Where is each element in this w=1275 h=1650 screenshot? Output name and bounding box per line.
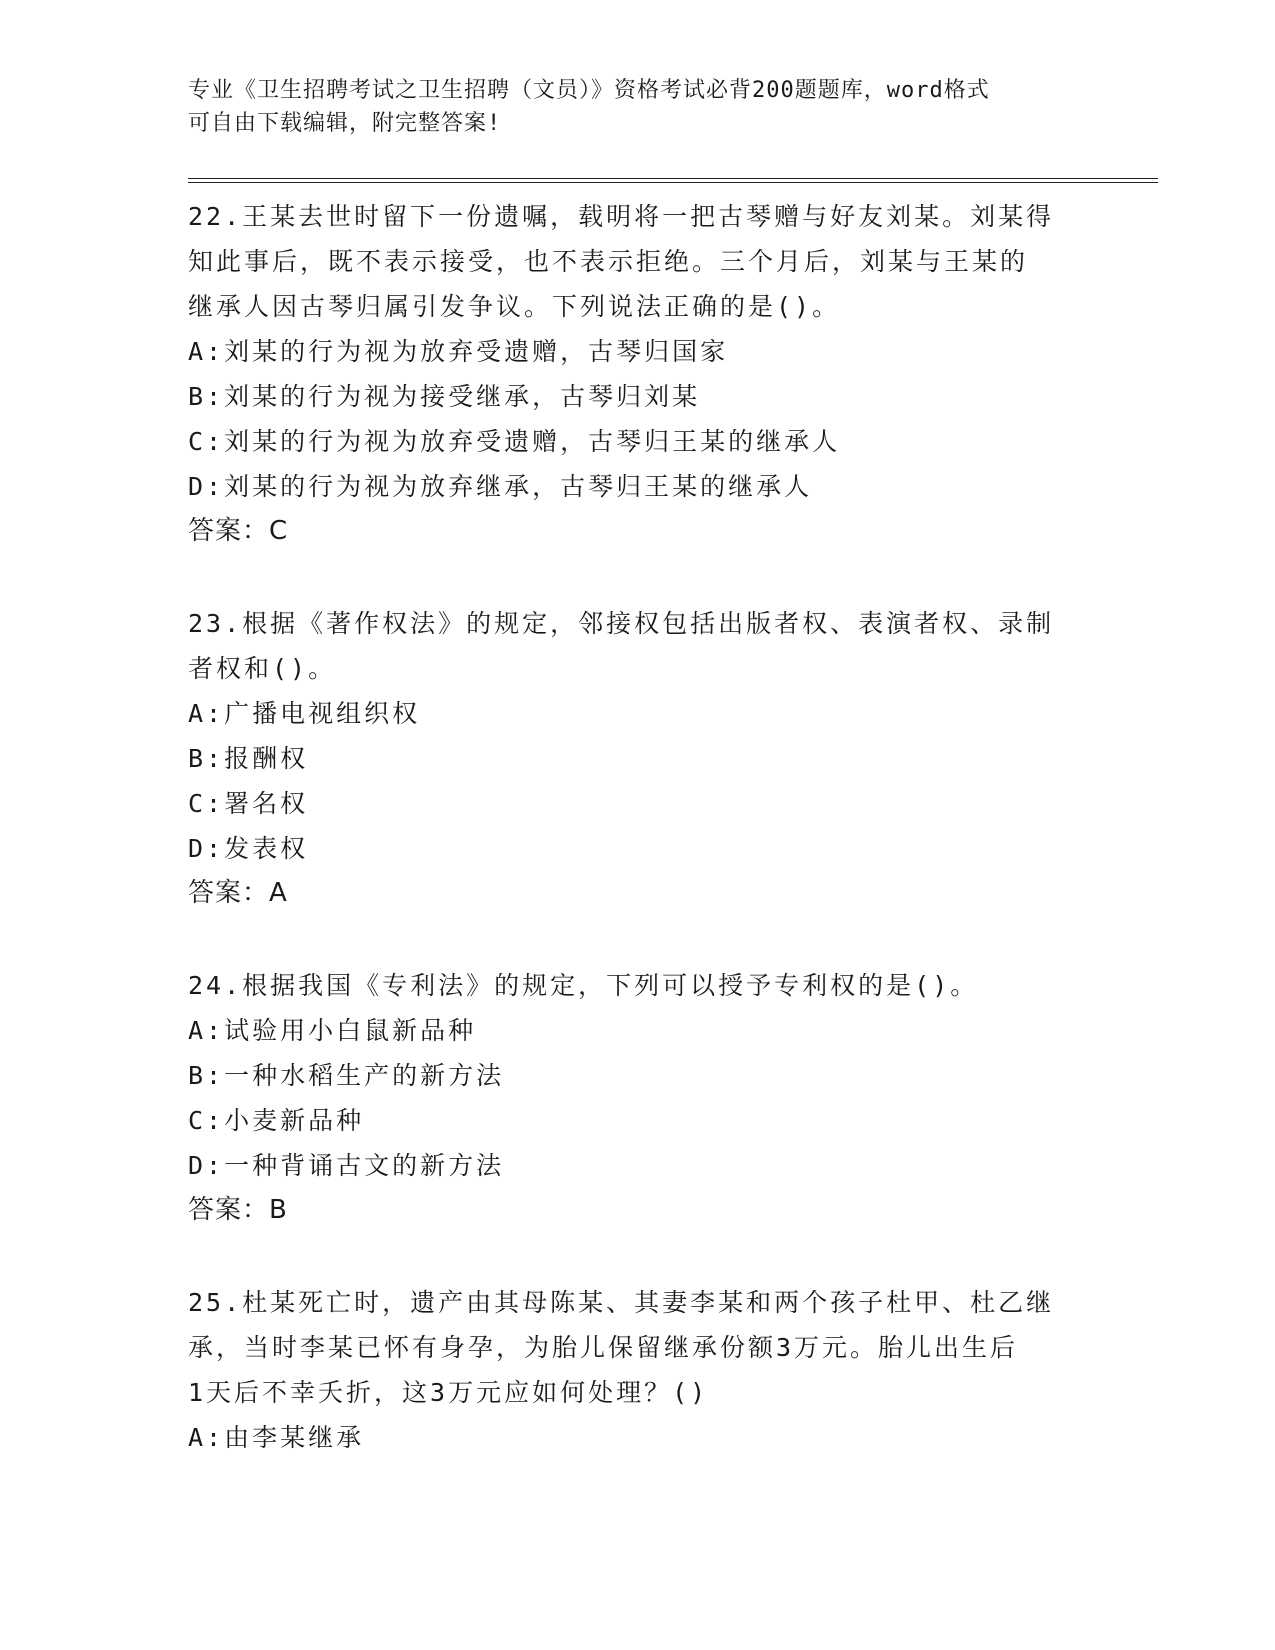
answer-line: 答案：A: [188, 878, 288, 908]
question-stem-line: 24.根据我国《专利法》的规定，下列可以授予专利权的是()。: [188, 971, 979, 1000]
option-b: B:报酬权: [188, 744, 309, 773]
option-a: A:刘某的行为视为放弃受遗赠，古琴归国家: [188, 337, 729, 366]
option-a: A:广播电视组织权: [188, 699, 421, 728]
question-stem-line: 23.根据《著作权法》的规定，邻接权包括出版者权、表演者权、录制: [188, 609, 1055, 638]
question-stem-line: 知此事后，既不表示接受，也不表示拒绝。三个月后，刘某与王某的: [188, 247, 1029, 276]
document-header: [188, 74, 1068, 140]
header-line: 专业《卫生招聘考试之卫生招聘（文员）》资格考试必背200题题库，word格式: [188, 78, 990, 103]
answer-line: 答案：B: [188, 1195, 288, 1225]
header-line: 可自由下载编辑，附完整答案!: [188, 111, 502, 136]
question-stem-line: 者权和()。: [188, 654, 337, 683]
question-stem-line: 25.杜某死亡时，遗产由其母陈某、其妻李某和两个孩子杜甲、杜乙继: [188, 1288, 1055, 1317]
question-23: [188, 601, 1088, 916]
question-22: [188, 194, 1088, 554]
option-b: B:刘某的行为视为接受继承，古琴归刘某: [188, 382, 701, 411]
question-stem-line: 22.王某去世时留下一份遗嘱，载明将一把古琴赠与好友刘某。刘某得: [188, 202, 1055, 231]
question-stem-line: 承，当时李某已怀有身孕，为胎儿保留继承份额3万元。胎儿出生后: [188, 1333, 1019, 1362]
question-list: [188, 194, 1088, 1507]
question-stem-line: 继承人因古琴归属引发争议。下列说法正确的是()。: [188, 292, 841, 321]
question-25: [188, 1280, 1088, 1460]
header-divider: [188, 178, 1158, 183]
option-d: D:一种背诵古文的新方法: [188, 1151, 505, 1180]
option-c: C:署名权: [188, 789, 309, 818]
option-a: A:试验用小白鼠新品种: [188, 1016, 477, 1045]
option-c: C:小麦新品种: [188, 1106, 365, 1135]
answer-line: 答案：C: [188, 516, 289, 546]
option-a: A:由李某继承: [188, 1423, 365, 1452]
option-d: D:刘某的行为视为放弃继承，古琴归王某的继承人: [188, 472, 813, 501]
option-d: D:发表权: [188, 834, 309, 863]
question-24: [188, 963, 1088, 1233]
option-b: B:一种水稻生产的新方法: [188, 1061, 505, 1090]
question-stem-line: 1天后不幸夭折，这3万元应如何处理？(): [188, 1378, 709, 1407]
option-c: C:刘某的行为视为放弃受遗赠，古琴归王某的继承人: [188, 427, 841, 456]
